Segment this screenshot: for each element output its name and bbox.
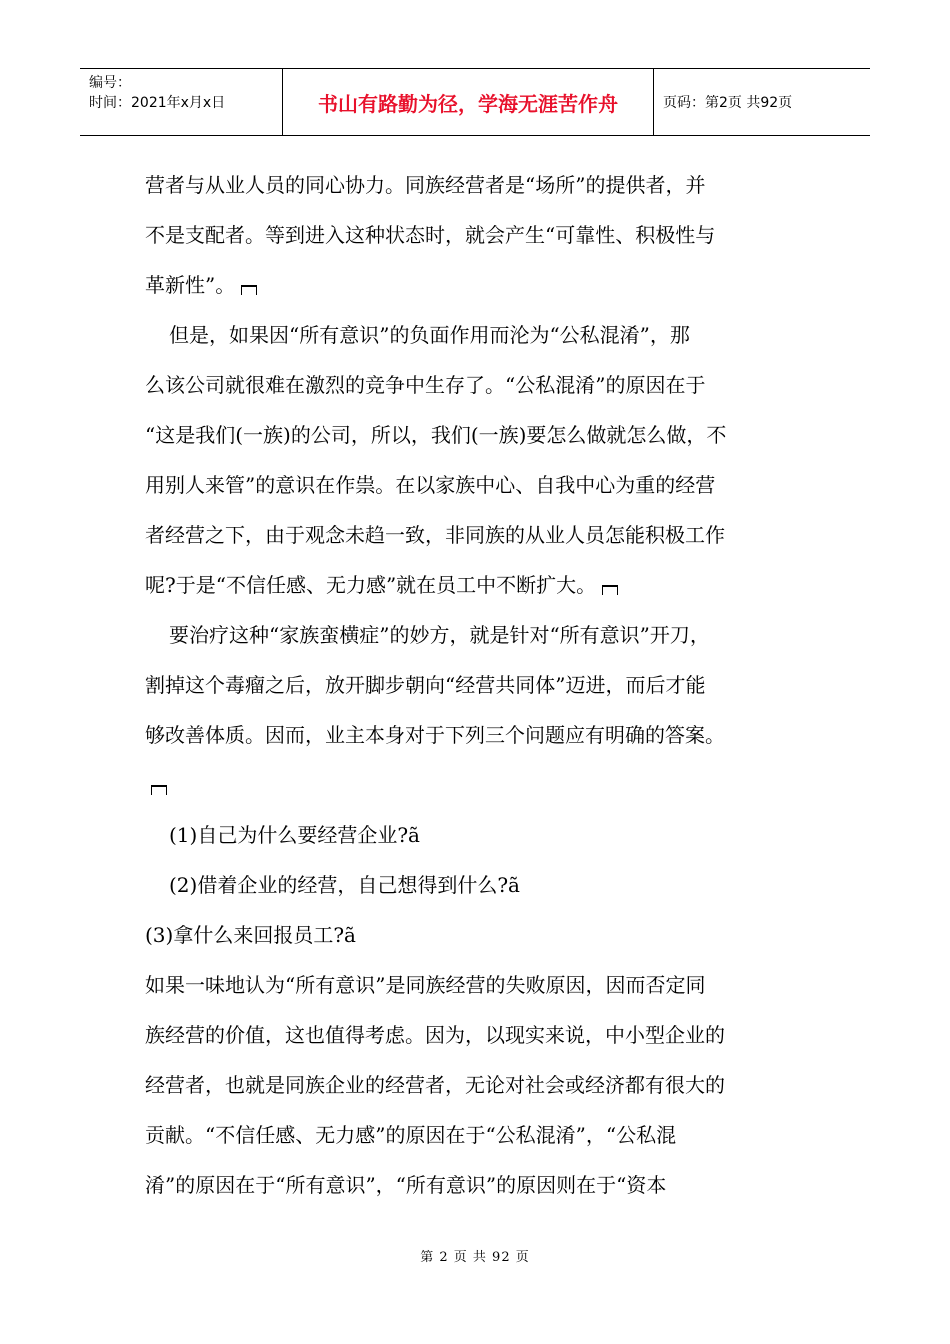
text-line-content: 经营者，也就是同族企业的经营者，无论对社会或经济都有很大的 [145, 1073, 725, 1097]
header-motto: 书山有路勤为径，学海无涯苦作舟 [282, 69, 654, 135]
doc-time-label: 时间：2021年x月x日 [89, 95, 226, 111]
text-line-content: 革新性”。 [145, 273, 236, 297]
text-line-content: 不是支配者。等到进入这种状态时，就会产生“可靠性、积极性与 [145, 223, 716, 247]
text-line [145, 1060, 810, 1110]
text-line-content: 要治疗这种“家族蛮横症”的妙方，就是针对“所有意识”开刀， [169, 623, 710, 647]
paragraph-mark-icon [602, 585, 618, 595]
text-line [145, 310, 810, 360]
text-line [145, 560, 810, 610]
text-line [145, 210, 810, 260]
document-body [145, 160, 810, 1210]
text-line-content: “这是我们(一族)的公司，所以，我们(一族)要怎么做就怎么做，不 [145, 423, 727, 447]
text-line-content: 如果一味地认为“所有意识”是同族经营的失败原因，因而否定同 [145, 973, 706, 997]
text-line [145, 460, 810, 510]
text-line-content: 够改善体质。因而，业主本身对于下列三个问题应有明确的答案。 [145, 723, 725, 747]
text-line-content: (2)借着企业的经营，自己想得到什么?ã [169, 873, 520, 897]
text-line-content: 者经营之下，由于观念未趋一致，非同族的从业人员怎能积极工作 [145, 523, 725, 547]
text-line [145, 710, 810, 760]
header-page-info: 页码：第2页 共92页 [663, 95, 793, 111]
text-line [145, 510, 810, 560]
text-line-content: 贡献。“不信任感、无力感”的原因在于“公私混淆”，“公私混 [145, 1123, 677, 1147]
text-line-content: 用别人来管”的意识在作祟。在以家族中心、自我中心为重的经营 [145, 473, 716, 497]
paragraph-mark-icon [241, 285, 257, 295]
text-line [145, 910, 810, 960]
doc-number-label: 编号： [89, 75, 131, 91]
text-line-content: (3)拿什么来回报员工?ã [145, 923, 356, 947]
text-line [145, 1110, 810, 1160]
text-line [145, 1010, 810, 1060]
text-line [145, 610, 810, 660]
text-line [145, 860, 810, 910]
text-line-content: 族经营的价值，这也值得考虑。因为，以现实来说，中小型企业的 [145, 1023, 725, 1047]
text-line [145, 760, 810, 810]
text-line-content: 割掉这个毒瘤之后，放开脚步朝向“经营共同体”迈进，而后才能 [145, 673, 706, 697]
text-line [145, 960, 810, 1010]
page-header [80, 68, 870, 136]
page-footer: 第 2 页 共 92 页 [420, 1250, 530, 1265]
header-meta [80, 69, 282, 135]
paragraph-mark-icon [151, 785, 167, 795]
text-line [145, 660, 810, 710]
text-line [145, 360, 810, 410]
text-line-content: 淆”的原因在于“所有意识”，“所有意识”的原因则在于“资本 [145, 1173, 667, 1197]
text-line-content: 么该公司就很难在激烈的竞争中生存了。“公私混淆”的原因在于 [145, 373, 706, 397]
text-line-content: 呢?于是“不信任感、无力感”就在员工中不断扩大。 [145, 573, 597, 597]
text-line [145, 410, 810, 460]
text-line-content: (1)自己为什么要经营企业?ã [169, 823, 420, 847]
text-line-content: 但是，如果因“所有意识”的负面作用而沦为“公私混淆”，那 [169, 323, 690, 347]
text-line-content: 营者与从业人员的同心协力。同族经营者是“场所”的提供者，并 [145, 173, 706, 197]
text-line [145, 160, 810, 210]
text-line [145, 810, 810, 860]
text-line [145, 1160, 810, 1210]
text-line [145, 260, 810, 310]
